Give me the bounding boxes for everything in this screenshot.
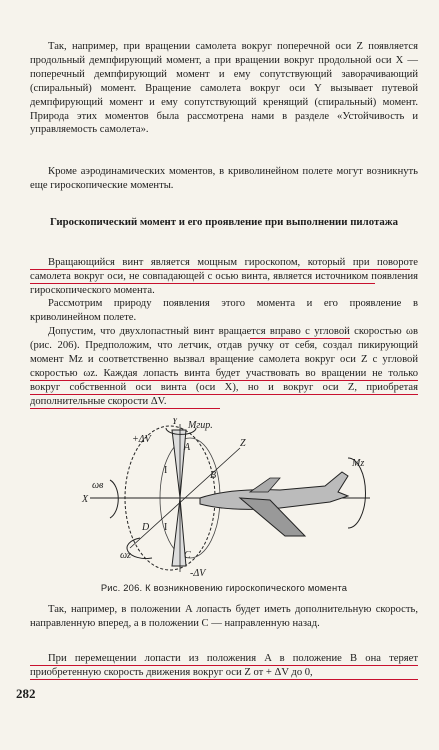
label-roman-lower: I — [164, 522, 168, 533]
paragraph-damping-moments: Так, например, при вращении самолета вокруг поперечной оси Z появляется продольный демпфирующий момент, а при вращении вокруг продольной оси X — поперечный демпфирующий момент и ему сопутствующий заворачивающий (спиральный) момент. Вращение самолета вокруг оси Y вызывает путевой демпфирующий момент и ему сопутствующий кренящий (спиральный) момент. Природа этих моментов была рассмотрена нами в разделе «Устойчивость и управляемость самолета». — [30, 41, 418, 136]
paragraph-a-to-b: При перемещении лопасти из положения A в положение B она теряет приобретенную скорость движения вокруг оси Z от + ΔV до 0, — [30, 653, 418, 678]
red-underline — [30, 269, 410, 270]
label-b: B — [210, 470, 217, 481]
paragraph-two-blade-propeller: Допустим, что двухлопастный винт вращается вправо с угловой скоростью ωв (рис. 206). Предположим, что летчик, отдав ручку от себя, создал пикирующий момент Mz и соответственно вызвал вращение самолета вокруг оси Z с угловой скоростью ωz. Каждая лопасть винта будет участвовать во вращении не только вокруг собственной оси винта (оси X), но и вокруг оси Z, приобретая дополнительные скорости ΔV. — [30, 326, 418, 407]
label-a: A — [184, 442, 191, 453]
red-underline — [30, 283, 375, 284]
label-d: D — [142, 522, 150, 533]
red-underline — [30, 394, 418, 395]
label-x: X — [82, 494, 89, 505]
red-underline — [250, 338, 350, 339]
paragraph-position-a: Так, например, в положении A лопасть будет иметь дополнительную скорость, направленную вперед, а в положении C — направленную назад. — [30, 604, 418, 629]
label-z: Z — [240, 438, 246, 449]
label-m-gir: Mгир. — [188, 420, 213, 431]
label-dv-bottom: -ΔV — [190, 568, 206, 578]
label-omega-z: ωz — [120, 550, 131, 561]
propeller-blade-upper — [172, 430, 186, 498]
label-y: Y — [172, 418, 178, 427]
label-dv-top: +ΔV — [132, 434, 151, 445]
red-underline — [30, 380, 418, 381]
red-underline — [30, 665, 418, 666]
rotation-arc-omega-v — [110, 480, 118, 518]
red-underline — [30, 408, 220, 409]
label-m-z: Mz — [352, 458, 365, 469]
section-heading: Гироскопический момент и его проявление при выполнении пилотажа — [49, 216, 399, 228]
label-c: C — [184, 550, 191, 561]
paragraph-propeller-gyroscope: Вращающийся винт является мощным гироскопом, который при повороте самолета вокруг оси, не совпадающей с осью винта, является источником появления гироскопического момента. — [30, 257, 418, 296]
red-underline — [30, 679, 418, 680]
label-omega-v: ωв — [92, 480, 104, 491]
paragraph-consider-nature: Рассмотрим природу появления этого момента и его проявление в криволинейном полете. — [30, 298, 418, 323]
paragraph-gyro-intro: Кроме аэродинамических моментов, в криволинейном полете могут возникнуть еще гироскопические моменты. — [30, 166, 418, 191]
gyroscopic-moment-figure — [80, 418, 380, 578]
label-roman-upper: I — [164, 465, 168, 476]
figure-caption: Рис. 206. К возникновению гироскопического момента — [100, 582, 348, 593]
page-number: 282 — [16, 686, 36, 701]
